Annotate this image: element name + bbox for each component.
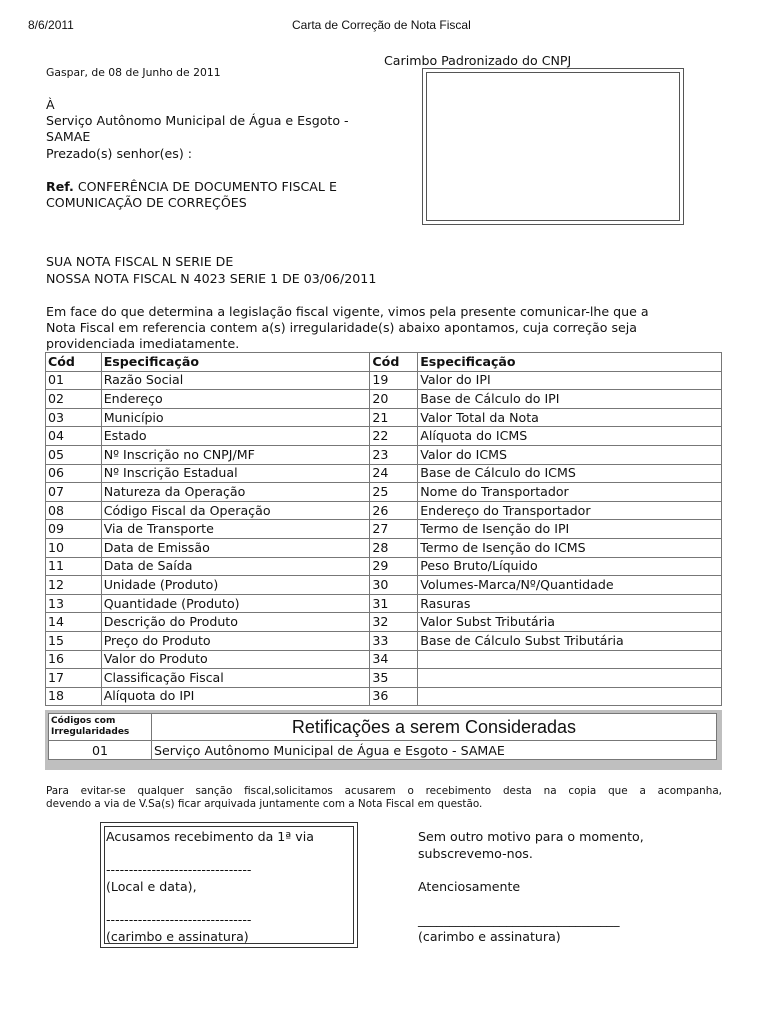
row-cod-left: 16 [46,650,102,669]
signature-line: ________________________________ [418,912,620,927]
irregular-codes-label-1: Códigos com [51,716,116,726]
cnpj-stamp-box [422,68,684,225]
table-row [46,631,722,650]
row-cod-right: 24 [370,464,418,483]
retificacao-text: Serviço Autônomo Municipal de Água e Esgoto - SAMAE [152,741,717,760]
table-row [46,408,722,427]
table-row [46,650,722,669]
row-spec-left: Nº Inscrição no CNPJ/MF [101,445,370,464]
reference-text-1: CONFERÊNCIA DE DOCUMENTO FISCAL E [77,179,337,194]
row-spec-right: Termo de Isenção do IPI [418,520,722,539]
recipient-line-2: SAMAE [46,129,91,144]
irregular-codes-label [49,714,152,741]
table-row [46,520,722,539]
table-header-row [46,353,722,372]
row-spec-right: Termo de Isenção do ICMS [418,538,722,557]
row-cod-right: 32 [370,613,418,632]
print-date: 8/6/2011 [28,18,74,32]
row-cod-right: 22 [370,427,418,446]
retificacoes-panel [45,710,722,770]
table-row [46,390,722,409]
row-spec-left: Endereço [101,390,370,409]
reference-label: Ref. [46,179,74,194]
row-cod-right: 29 [370,557,418,576]
notice-text [46,785,722,811]
receipt-dash-2: -------------------------------- [106,912,252,927]
nota-fiscal-line-2: NOSSA NOTA FISCAL N 4023 SERIE 1 DE 03/06/2011 [46,271,377,286]
row-spec-right: Base de Cálculo do IPI [418,390,722,409]
recipient-to: À [46,97,55,112]
row-cod-right: 28 [370,538,418,557]
notice-line-2: devendo a via de V.Sa(s) ficar arquivada juntamente com a Nota Fiscal em questão. [46,798,483,810]
row-cod-right: 27 [370,520,418,539]
row-spec-left: Nº Inscrição Estadual [101,464,370,483]
header-spec-2: Especificação [418,353,722,372]
row-cod-right: 35 [370,669,418,688]
row-cod-left: 03 [46,408,102,427]
document-title: Carta de Correção de Nota Fiscal [292,18,471,32]
stamp-label: Carimbo Padronizado do CNPJ [384,53,572,68]
row-cod-left: 18 [46,687,102,706]
row-cod-right: 19 [370,371,418,390]
table-row [46,483,722,502]
table-row [46,594,722,613]
row-spec-left: Descrição do Produto [101,613,370,632]
row-spec-left: Data de Saída [101,557,370,576]
row-spec-right: Base de Cálculo Subst Tributária [418,631,722,650]
reference-line-2: COMUNICAÇÃO DE CORREÇÕES [46,195,247,210]
row-cod-left: 04 [46,427,102,446]
closing-line-1: Sem outro motivo para o momento, [418,829,644,844]
table-row [46,613,722,632]
row-spec-left: Município [101,408,370,427]
row-cod-right: 20 [370,390,418,409]
table-row [46,501,722,520]
row-spec-left: Código Fiscal da Operação [101,501,370,520]
row-cod-right: 30 [370,576,418,595]
row-cod-left: 07 [46,483,102,502]
row-spec-right: Endereço do Transportador [418,501,722,520]
row-cod-right: 36 [370,687,418,706]
row-cod-right: 25 [370,483,418,502]
row-cod-left: 11 [46,557,102,576]
row-spec-left: Quantidade (Produto) [101,594,370,613]
row-cod-left: 02 [46,390,102,409]
row-cod-right: 26 [370,501,418,520]
recipient-line-1: Serviço Autônomo Municipal de Água e Esgoto - [46,113,349,128]
table-row [46,576,722,595]
header-cod-2: Cód [370,353,418,372]
body-line-3: providenciada imediatamente. [46,336,240,351]
row-cod-right: 34 [370,650,418,669]
body-line-1: Em face do que determina a legislação fiscal vigente, vimos pela presente comunicar-lhe que a [46,304,649,319]
row-cod-left: 08 [46,501,102,520]
row-cod-right: 31 [370,594,418,613]
row-cod-right: 23 [370,445,418,464]
table-row [46,669,722,688]
row-cod-left: 15 [46,631,102,650]
row-spec-right: Volumes-Marca/Nº/Quantidade [418,576,722,595]
row-spec-right: Alíquota do ICMS [418,427,722,446]
body-line-2: Nota Fiscal em referencia contem a(s) irregularidade(s) abaixo apontamos, cuja correção seja [46,320,637,335]
row-spec-right: Valor Total da Nota [418,408,722,427]
table-row [46,445,722,464]
greeting: Prezado(s) senhor(es) : [46,146,192,161]
row-cod-left: 06 [46,464,102,483]
row-spec-left: Valor do Produto [101,650,370,669]
receipt-dash-1: -------------------------------- [106,862,252,877]
row-cod-left: 01 [46,371,102,390]
row-spec-right: Nome do Transportador [418,483,722,502]
row-spec-left: Classificação Fiscal [101,669,370,688]
row-spec-left: Via de Transporte [101,520,370,539]
header-cod-1: Cód [46,353,102,372]
table-row [46,557,722,576]
row-cod-left: 09 [46,520,102,539]
row-cod-left: 10 [46,538,102,557]
notice-line-1: Para evitar-se qualquer sanção fiscal,solicitamos acusarem o recebimento desta na copia que a acompanha, [46,785,722,797]
row-spec-right [418,669,722,688]
receipt-local-date: (Local e data), [106,879,197,894]
nota-fiscal-line-1: SUA NOTA FISCAL N SERIE DE [46,254,234,269]
signature-label: (carimbo e assinatura) [418,929,561,944]
closing-line-2: subscrevemo-nos. [418,846,533,861]
row-spec-right: Peso Bruto/Líquido [418,557,722,576]
irregularity-codes-table [45,352,722,706]
table-row [46,538,722,557]
row-spec-left: Preço do Produto [101,631,370,650]
row-cod-left: 05 [46,445,102,464]
row-spec-right: Base de Cálculo do ICMS [418,464,722,483]
retificacao-code: 01 [49,741,152,760]
row-cod-right: 21 [370,408,418,427]
row-spec-right: Valor do IPI [418,371,722,390]
row-spec-left: Razão Social [101,371,370,390]
place-date: Gaspar, de 08 de Junho de 2011 [46,66,221,79]
regards: Atenciosamente [418,879,521,894]
row-spec-left: Unidade (Produto) [101,576,370,595]
irregular-codes-label-2: Irregularidades [51,727,130,737]
row-cod-left: 13 [46,594,102,613]
row-spec-right: Valor do ICMS [418,445,722,464]
header-spec-1: Especificação [101,353,370,372]
table-row [46,687,722,706]
receipt-signature-label: (carimbo e assinatura) [106,929,249,944]
row-spec-left: Natureza da Operação [101,483,370,502]
reference-line-1 [46,179,337,195]
row-cod-left: 17 [46,669,102,688]
retificacoes-title: Retificações a serem Consideradas [152,714,717,741]
row-cod-left: 14 [46,613,102,632]
row-spec-right [418,650,722,669]
table-row [46,427,722,446]
row-spec-left: Data de Emissão [101,538,370,557]
row-spec-left: Estado [101,427,370,446]
receipt-title: Acusamos recebimento da 1ª via [106,829,314,844]
row-cod-right: 33 [370,631,418,650]
row-spec-right: Valor Subst Tributária [418,613,722,632]
table-row [46,371,722,390]
row-spec-right [418,687,722,706]
row-spec-right: Rasuras [418,594,722,613]
row-spec-left: Alíquota do IPI [101,687,370,706]
row-cod-left: 12 [46,576,102,595]
table-row [46,464,722,483]
